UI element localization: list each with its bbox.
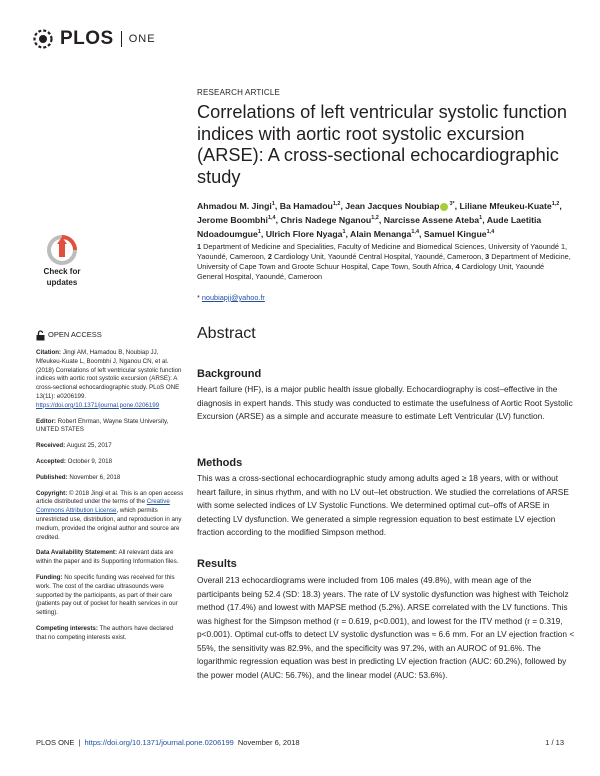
- background-heading: Background: [197, 368, 262, 380]
- affiliation-number: 1: [197, 242, 204, 251]
- author-affiliation-sup: 1: [342, 228, 346, 235]
- author-name: [345, 201, 454, 211]
- data-availability-block: [36, 549, 184, 567]
- check-for-updates-button[interactable]: [36, 235, 88, 287]
- author-name: [197, 215, 276, 225]
- author-affiliation-sup: 1,4: [486, 228, 495, 235]
- author-name: [384, 215, 483, 225]
- author-name-text: Aude Laetitia Ndoadoumgue: [197, 214, 542, 239]
- published-label: Published:: [36, 473, 68, 481]
- article-title: Correlations of left ventricular systolic function indices with aortic root systolic excursion (ARSE): A cross-sectional echocardiographic study: [197, 102, 567, 187]
- footer-journal: PLOS ONE: [36, 738, 75, 747]
- footer-separator: |: [78, 738, 81, 747]
- author-name-text: Ba Hamadou: [279, 200, 333, 211]
- received-block: [36, 442, 184, 451]
- affiliations: [197, 242, 572, 282]
- competing-interests-label: Competing interests:: [36, 624, 98, 632]
- citation-block: [36, 349, 184, 411]
- copyright-block: [36, 490, 184, 543]
- author-affiliation-sup: 3*: [449, 201, 455, 207]
- affiliation-text: Department of Medicine and Specialities, Faculty of Medicine and Biomedical Sciences, University of Yaoundé 1, Yaoundé, Cameroon,: [197, 242, 568, 261]
- author-name: [280, 215, 378, 225]
- author-affiliation-sup: 1,2: [551, 201, 560, 207]
- corresponding-mark: *: [197, 293, 200, 302]
- check-updates-line2: updates: [46, 278, 78, 287]
- affiliation-text: Cardiology Unit, Yaoundé Central Hospital, Yaoundé, Cameroon,: [273, 252, 486, 261]
- author-name: [280, 201, 341, 211]
- citation-doi-link[interactable]: https://doi.org/10.1371/journal.pone.0206199: [36, 401, 160, 409]
- author-affiliation-sup: 1,4: [267, 214, 276, 221]
- affiliation-number: 3: [485, 252, 492, 261]
- logo-text: PLOS: [60, 28, 114, 49]
- funding-label: Funding:: [36, 573, 63, 581]
- affiliation-number: 4: [455, 262, 462, 271]
- author-affiliation-sup: 1: [271, 201, 275, 207]
- editor-label: Editor:: [36, 417, 56, 425]
- affiliation-text: Department of Medicine, University of Cape Town and Groote Schuur Hospital, Cape Town, South Africa,: [197, 252, 571, 271]
- open-lock-icon: [36, 330, 45, 341]
- open-access-badge: [36, 330, 184, 341]
- author-name: [197, 201, 275, 211]
- author-name-text: Alain Menanga: [350, 228, 412, 239]
- open-access-label: OPEN ACCESS: [48, 330, 102, 340]
- plos-one-logo: [30, 26, 156, 52]
- author-affiliation-sup: 1,2: [371, 214, 379, 221]
- funding-block: [36, 574, 184, 618]
- journal-name: ONE: [128, 33, 156, 45]
- author-affiliation-sup: 1: [479, 214, 483, 221]
- citation-label: Citation:: [36, 349, 62, 356]
- methods-paragraph: This was a cross-sectional echocardiographic study among adults aged ≥ 18 years, with or without heart failure, in sinus rhythm, and with no LV out–let obstruction. We studied the correlations of ARSE with some selected indices of LV Systolic Functions. We determined optimal cut–offs of ARSE in detecting LV dysfunction. We generated a simple regression equation to best estimate LV ejection fraction according to the modified Simpson method.: [197, 473, 569, 537]
- affiliation-text: Cardiology Unit, Yaoundé General Hospital, Yaoundé, Cameroon: [197, 262, 545, 281]
- author-affiliation-sup: 1: [257, 228, 261, 235]
- author-list: Ahmadou M. Jingi$^1$, Ba Hamadou$^{1,2}$, Jean Jacques Noubiap $^{3*}$, Liliane Mfeukeu-Kuate$^{1,2}$, Jerome Boombhi$^{1,4}$, Chris Nadege Nganou$^{1,2}$, Narcisse Assene Ateba$^1$, Aude Laetitia Ndoadoumgue$^1$, Ulrich Flore Nyaga$^1$, Alain Menanga$^{1,4}$, Samuel Kingue$^{1,4}$: [197, 200, 562, 239]
- footer-left: [36, 738, 302, 747]
- logo-divider: [121, 31, 122, 47]
- article-type: RESEARCH ARTICLE: [197, 88, 281, 97]
- published-block: [36, 474, 184, 483]
- accepted-date: October 9, 2018: [67, 457, 113, 465]
- received-date: August 25, 2017: [66, 442, 112, 450]
- footer-date: November 6, 2018: [237, 738, 300, 747]
- competing-interests-text: The authors have declared that no competing interests exist.: [36, 624, 174, 641]
- author-name: [459, 201, 559, 211]
- corresponding-author: [197, 293, 265, 302]
- accepted-label: Accepted:: [36, 457, 66, 465]
- abstract-heading: Abstract: [197, 325, 256, 342]
- article-info-sidebar: [36, 330, 184, 650]
- license-link[interactable]: Creative Commons Attribution License: [36, 498, 170, 515]
- funding-text: No specific funding was received for this work. The cost of the cardiac ultrasounds were supported by the participants, as part of their care (patients pay out of pocket for health services in our setting).: [36, 573, 178, 617]
- author-name-text: Narcisse Assene Ateba: [383, 214, 480, 225]
- author-name-text: Liliane Mfeukeu-Kuate: [459, 200, 552, 211]
- author-name-text: Jerome Boombhi: [197, 214, 268, 225]
- check-updates-line1: Check for: [43, 267, 81, 276]
- copyright-text-1: © 2018 Jingi et al. This is an open access article distributed under the terms of the: [36, 489, 184, 506]
- affiliation-number: 2: [267, 252, 274, 261]
- corresponding-email-link[interactable]: noubiapjj@yahoo.fr: [201, 293, 265, 302]
- author-name: [266, 229, 346, 239]
- author-name-text: Chris Nadege Nganou: [280, 214, 372, 225]
- data-availability-label: Data Availability Statement:: [36, 549, 118, 557]
- author-affiliation-sup: 1,2: [332, 201, 341, 207]
- author-affiliation-sup: 1,4: [411, 228, 420, 235]
- plos-logo-icon: [30, 26, 56, 52]
- competing-interests-block: [36, 625, 184, 643]
- author-name: [424, 229, 494, 239]
- background-paragraph: Heart failure (HF), is a major public health issue globally. Echocardiography is cost–effective in the diagnosis in expert hands. This study was conducted to estimate the usefulness of Aortic Root Systolic Excursion (ARSE) as a simple and accurate measure to estimate Left Ventricular (LV) function.: [197, 384, 573, 421]
- citation-text: Jingi AM, Hamadou B, Noubiap JJ, Mfeukeu-Kuate L, Boombhi J, Nganou CN, et al. (2018) Correlations of left ventricular systolic function indices with aortic root systolic excursion (ARSE): A cross-sectional echocardiographic study. PLoS ONE 13(11): e0206199.: [36, 349, 182, 400]
- check-updates-icon: [45, 235, 79, 265]
- footer-doi-link[interactable]: https://doi.org/10.1371/journal.pone.0206199: [84, 738, 234, 747]
- editor-block: [36, 418, 184, 436]
- copyright-text-2: , which permits unrestricted use, distribution, and reproduction in any medium, provided the original author and source are credited.: [36, 507, 182, 541]
- received-label: Received:: [36, 442, 66, 450]
- affiliation-item: [268, 252, 485, 261]
- page-footer: [36, 738, 564, 747]
- methods-heading: Methods: [197, 457, 243, 469]
- author-name-text: Samuel Kingue: [423, 228, 487, 239]
- data-availability-text: All relevant data are within the paper and its Supporting Information files.: [36, 549, 179, 566]
- author-name-text: Ahmadou M. Jingi: [197, 200, 272, 211]
- accepted-block: [36, 458, 184, 467]
- editor-text: Robert Ehrman, Wayne State University, UNITED STATES: [36, 417, 169, 434]
- copyright-label: Copyright:: [36, 489, 68, 497]
- page-number: 1 / 13: [545, 738, 564, 747]
- published-date: November 6, 2018: [69, 473, 121, 481]
- author-name-text: Ulrich Flore Nyaga: [265, 228, 343, 239]
- author-name-text: Jean Jacques Noubiap: [345, 200, 440, 211]
- results-paragraph: Overall 213 echocardiograms were included from 106 males (49.8%), with mean age of the participants being 52.4 (SD: 18.3) years. The rate of LV systolic dysfunction was highest with Teicholz method (17.4%) and lowest with MAPSE method (5.2%). ARSE correlated with the LV functions. This was highest for the Simpson method (r = 0.619, p<0.001), and lowest for the ITV method (r = 0.319, p<0.001). Optimal cut-offs to detect LV systolic dysfunction was ≈ 6.6 mm. For an LV ejection fraction < 55%, the sensitivity was 82.9%, and the specificity was 97.2%, with an AUROC of 91.6%. The logarithmic regression equation was best in predicting LV ejection fraction (AUC: 60.2%), followed by the power model (AUC: 56.7%), and the linear model (AUC: 53.6%).: [197, 575, 575, 680]
- author-name: [350, 229, 419, 239]
- orcid-icon[interactable]: [440, 203, 448, 211]
- results-heading: Results: [197, 558, 237, 570]
